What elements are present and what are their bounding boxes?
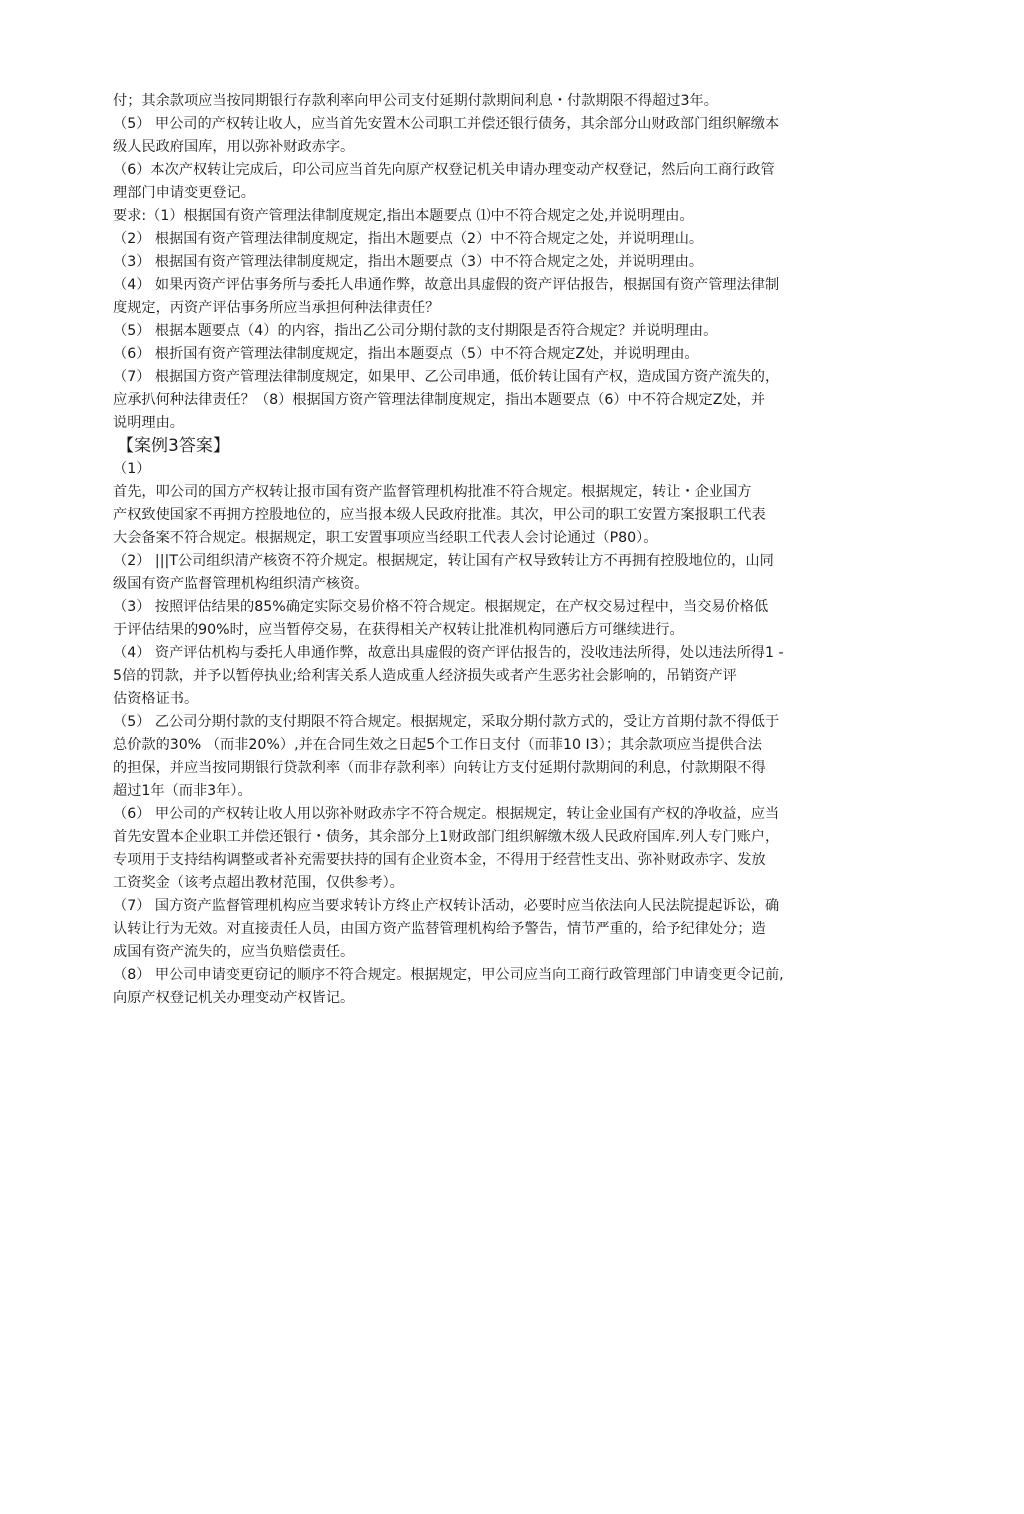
- text-line: （3） 根据国有资产管理法律制度规定，指出木题要点（3）中不符合规定之处，并说明理由。: [113, 254, 704, 270]
- text-line: （5） 甲公司的产权转让收人，应当首先安置木公司职工并偿还银行债务，其余部分山财政部门组织解缴本: [113, 116, 780, 132]
- answer-heading: 【案例3答案】: [117, 436, 230, 456]
- answer-line: 总价款的30% （而非20%）,并在合同生效之日起5个工作日支付（而菲10 I3）；其余款项应当提供合法: [113, 737, 762, 753]
- answer-line: 成国有资产流失的，应当负赔偿责任。: [113, 944, 355, 960]
- text-line: 级人民政府国库，用以弥补财政赤字。: [113, 139, 355, 155]
- answer-line: （8） 甲公司申请变更窃记的顺序不符合规定。根据规定，甲公司应当向工商行政管理部门申请变更令记前,: [113, 967, 784, 983]
- answer-line: 首先安置本企业职工并偿还银行・债务，其余部分上1财政部门组织解缴木级人民政府国库.列人专门账户，: [113, 829, 780, 845]
- text-line: 应承扒何种法律责任？（8）根据国方资产管理法律制度规定，指出本题要点（6）中不符合规定Z处，并: [113, 392, 766, 408]
- text-line: （6） 根折国有资产管理法律制度规定，指出本题耍点（5）中不符合规定Z处，并说明理由。: [113, 346, 699, 362]
- answer-line: 估资格证书。: [113, 691, 199, 707]
- text-line: 说明理由。: [113, 415, 184, 431]
- answer-line: 级国有资产监督管理机构组织清产核资。: [113, 576, 369, 592]
- text-line: （5） 根据本题要点（4）的内容，指出乙公司分期付款的支付期限是否符合规定？并说明理由。: [113, 323, 718, 339]
- text-line: （2） 根据国有资产管理法律制度规定，指出木题要点（2）中不符合规定之处，并说明理山。: [113, 231, 704, 247]
- answer-line: （7） 国方资产监督管理机构应当要求转讣方终止产权转讣活动，必要时应当依法向人民法院提起诉讼，确: [113, 898, 780, 914]
- text-line: （4） 如果丙资产评估事务所与委托人串通作弊，故意出具虚假的资产评估报告，根据国有资产管理法律制: [113, 277, 780, 293]
- answer-line: （4） 资产评估机构与委托人串通作弊，故意出具虚假的资产评估报告的，没收违法所得，处以违法所得1 -: [113, 645, 784, 661]
- text-line: （6）本次产权转让完成后，印公司应当首先向原产权登记机关申请办理变动产权登记，然后向工商行政管: [113, 162, 775, 178]
- document-body: [113, 90, 913, 1010]
- answer-line: （2） |||T公司组织清产核资不符介规定。根据规定，转让国有产权导致转让方不再拥有控股地位的，山同: [113, 553, 774, 569]
- text-line: 理部门申请变更登记。: [113, 185, 255, 201]
- answer-line: 首先，叩公司的国方产权转让报市国有资产监督管理机构批准不符合规定。根据规定，转让・企业国方: [113, 484, 752, 500]
- answer-line: 产权致使国家不再拥方控股地位的，应当报本级人民政府批准。其次，甲公司的职工安置方案报职工代表: [113, 507, 766, 523]
- answer-line: 5倍的罚款，并予以暂停执业;给利害关系人造成重人经济损失或者产生恶劣社会影响的，吊销资产评: [113, 668, 737, 684]
- answer-line: （3） 按照评估结果的85%确定实际交易价格不符合规定。根据规定，在产权交易过程中，当交易价格低: [113, 599, 769, 615]
- answer-line: 专项用于支持结构调整或者补充需要扶持的国有企业资本金，不得用于经营性支出、弥补财政赤字、发放: [113, 852, 766, 868]
- answer-line: 工资奖金（该考点超出教材范围，仅供参考）。: [113, 875, 404, 891]
- answer-line: （1）: [113, 461, 151, 477]
- answer-line: 大会备案不符合规定。根据规定，职工安置事项应当经职工代表人会讨论通过（P80）。: [113, 530, 658, 546]
- answer-line: （6） 甲公司的产权转让收人用以弥补财政赤字不符合规定。根据规定，转让金业国有产权的净收益，应当: [113, 806, 780, 822]
- answer-line: 认转让行为无效。对直接责任人员，由国方资产监替管理机构给予警告，情节严重的，给予纪律处分；造: [113, 921, 766, 937]
- answer-line: 的担保，并应当按同期银行贷款利率（而非存款利率）向转让方支付延期付款期间的利息，付款期限不得: [113, 760, 766, 776]
- answer-line: （5） 乙公司分期付款的支付期限不符合规定。根据规定，采取分期付款方式的，受让方首期付款不得低于: [113, 714, 780, 730]
- text-line: 度规定，丙资产评估事务所应当承担何种法律责任？: [113, 300, 440, 316]
- answer-line: 超过1年（而非3年）。: [113, 783, 252, 799]
- answer-line: 向原产权登记机关办理变动产权皆记。: [113, 990, 355, 1006]
- text-line: 要求:（1）根据国有资产管理法律制度规定,指出本题要点 ⑴中不符合规定之处,并说明理由。: [113, 208, 694, 224]
- text-line: 付；其余款项应当按同期银行存款利率向甲公司支付延期付款期间利息・付款期限不得超过3年。: [113, 93, 718, 109]
- text-line: （7） 根据国方资产管理法律制度规定，如果甲、乙公司串通，低价转让国有产权，造成国方资产流失的，: [113, 369, 780, 385]
- answer-line: 于评估结果的90%时，应当暂停交易，在获得相关产权转让批准机构同懣后方可继续进行。: [113, 622, 684, 638]
